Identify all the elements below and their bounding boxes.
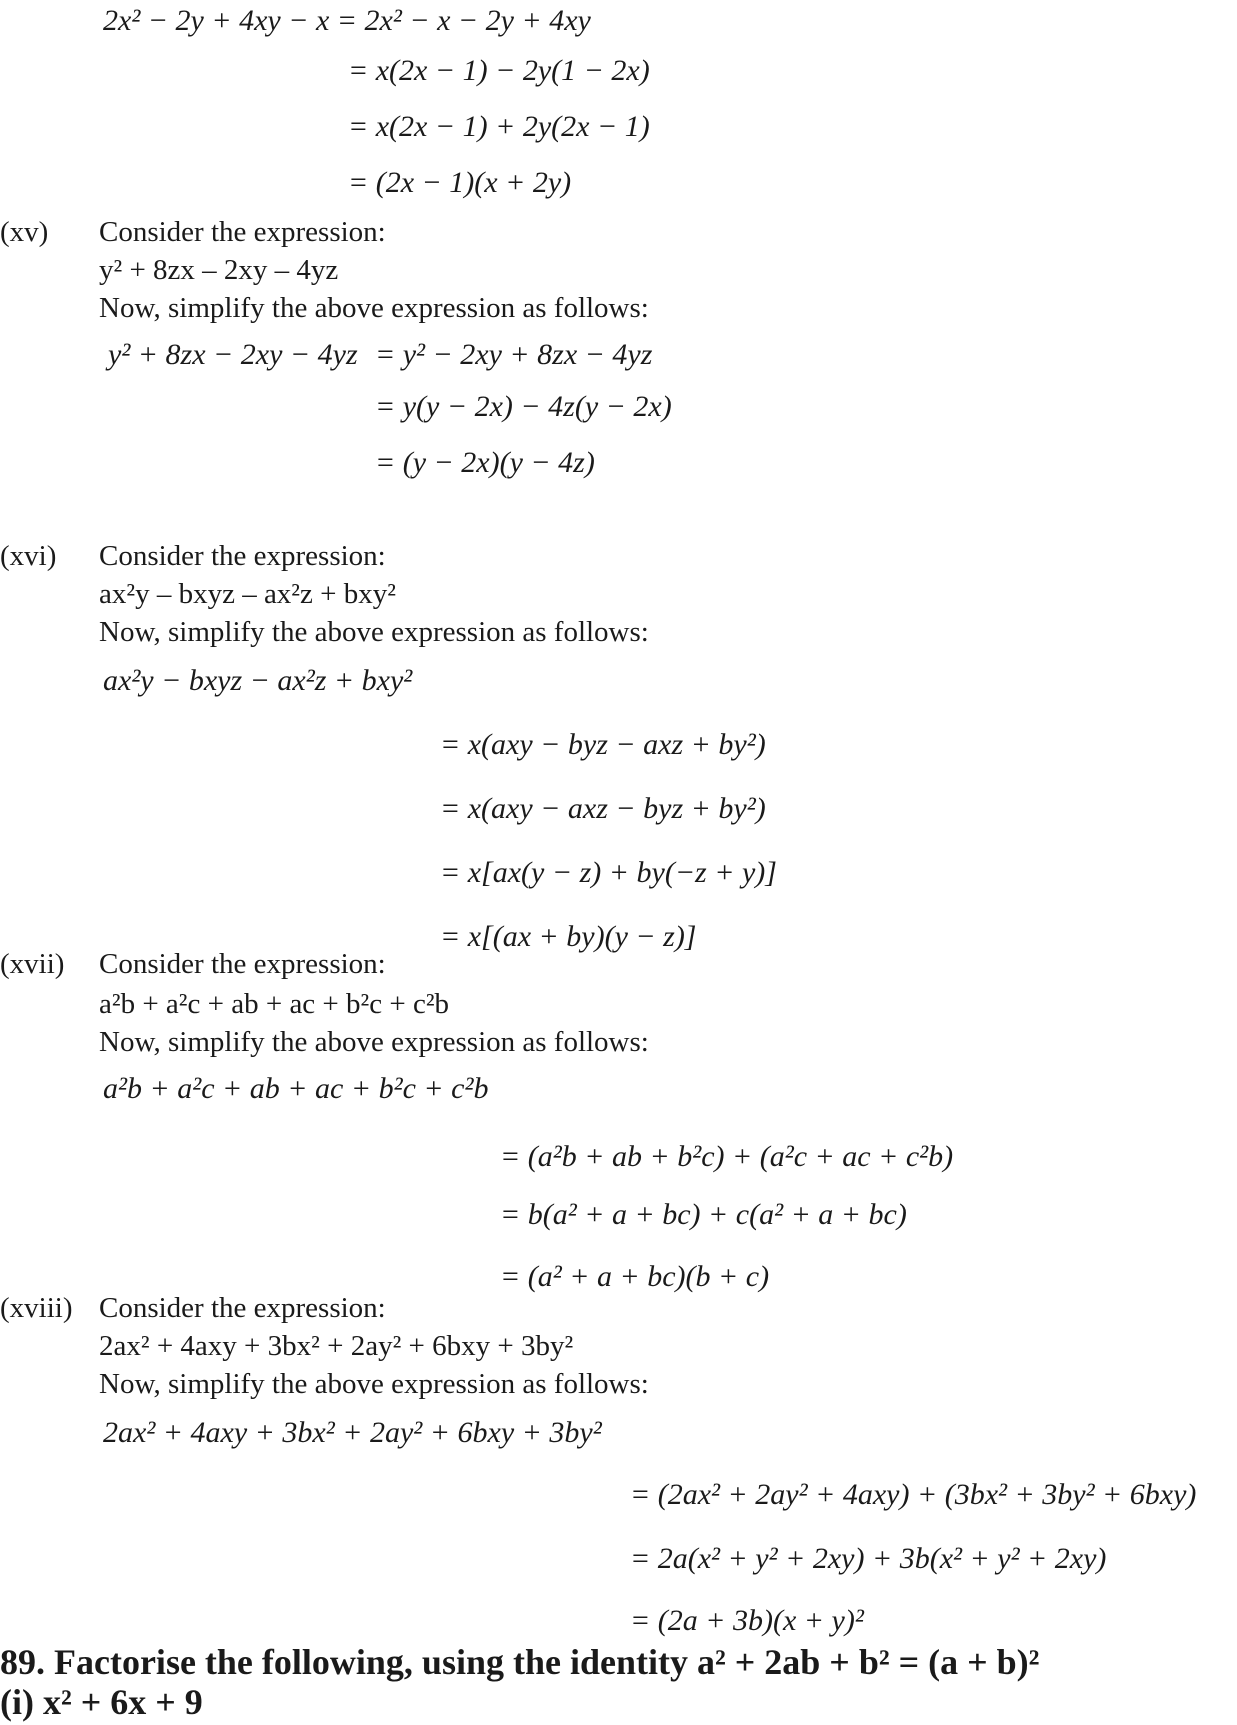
step-1: = y² − 2xy + 8zx − 4yz bbox=[375, 338, 653, 371]
step-2: = x(axy − axz − byz + by²) bbox=[440, 792, 766, 825]
question-part-i: (i) x² + 6x + 9 bbox=[0, 1682, 203, 1722]
top-equation-line: 2x² − 2y + 4xy − x = 2x² − x − 2y + 4xy bbox=[103, 4, 591, 37]
expression: a²b + a²c + ab + ac + b²c + c²b bbox=[99, 988, 450, 1020]
top-step-2: = x(2x − 1) + 2y(2x − 1) bbox=[348, 110, 650, 143]
top-step-3: = (2x − 1)(x + 2y) bbox=[348, 166, 572, 199]
lhs-expression: a²b + a²c + ab + ac + b²c + c²b bbox=[103, 1072, 489, 1105]
step-4: = x[(ax + by)(y − z)] bbox=[440, 920, 697, 953]
step-1: = (2ax² + 2ay² + 4axy) + (3bx² + 3by² + 6bxy) bbox=[630, 1478, 1197, 1511]
expression: 2ax² + 4axy + 3bx² + 2ay² + 6bxy + 3by² bbox=[99, 1330, 574, 1362]
step-3: = (2a + 3b)(x + y)² bbox=[630, 1604, 864, 1637]
item-label-xviii: (xviii) bbox=[0, 1292, 73, 1324]
item-label-xvii: (xvii) bbox=[0, 948, 65, 980]
step-3: = x[ax(y − z) + by(−z + y)] bbox=[440, 856, 777, 889]
consider-text: Consider the expression: bbox=[99, 540, 386, 572]
simplify-text: Now, simplify the above expression as follows: bbox=[99, 1368, 649, 1400]
step-2: = 2a(x² + y² + 2xy) + 3b(x² + y² + 2xy) bbox=[630, 1542, 1107, 1575]
consider-text: Consider the expression: bbox=[99, 216, 386, 248]
item-label-xv: (xv) bbox=[0, 216, 49, 248]
consider-text: Consider the expression: bbox=[99, 948, 386, 980]
item-label-xvi: (xvi) bbox=[0, 540, 57, 572]
simplify-text: Now, simplify the above expression as follows: bbox=[99, 616, 649, 648]
step-2: = b(a² + a + bc) + c(a² + a + bc) bbox=[500, 1198, 907, 1231]
step-1: = (a²b + ab + b²c) + (a²c + ac + c²b) bbox=[500, 1140, 954, 1173]
step-1: = x(axy − byz − axz + by²) bbox=[440, 728, 766, 761]
lhs-expression: y² + 8zx − 2xy − 4yz bbox=[108, 338, 358, 371]
question-heading: 89. Factorise the following, using the identity a² + 2ab + b² = (a + b)² bbox=[0, 1642, 1040, 1682]
simplify-text: Now, simplify the above expression as follows: bbox=[99, 1026, 649, 1058]
lhs-expression: ax²y − bxyz − ax²z + bxy² bbox=[103, 664, 413, 697]
step-3: = (a² + a + bc)(b + c) bbox=[500, 1260, 770, 1293]
expression: y² + 8zx – 2xy – 4yz bbox=[99, 254, 339, 286]
lhs-expression: 2ax² + 4axy + 3bx² + 2ay² + 6bxy + 3by² bbox=[103, 1416, 602, 1449]
expression: ax²y – bxyz – ax²z + bxy² bbox=[99, 578, 396, 610]
top-step-1: = x(2x − 1) − 2y(1 − 2x) bbox=[348, 54, 650, 87]
consider-text: Consider the expression: bbox=[99, 1292, 386, 1324]
step-2: = y(y − 2x) − 4z(y − 2x) bbox=[375, 390, 672, 423]
step-3: = (y − 2x)(y − 4z) bbox=[375, 446, 595, 479]
simplify-text: Now, simplify the above expression as follows: bbox=[99, 292, 649, 324]
